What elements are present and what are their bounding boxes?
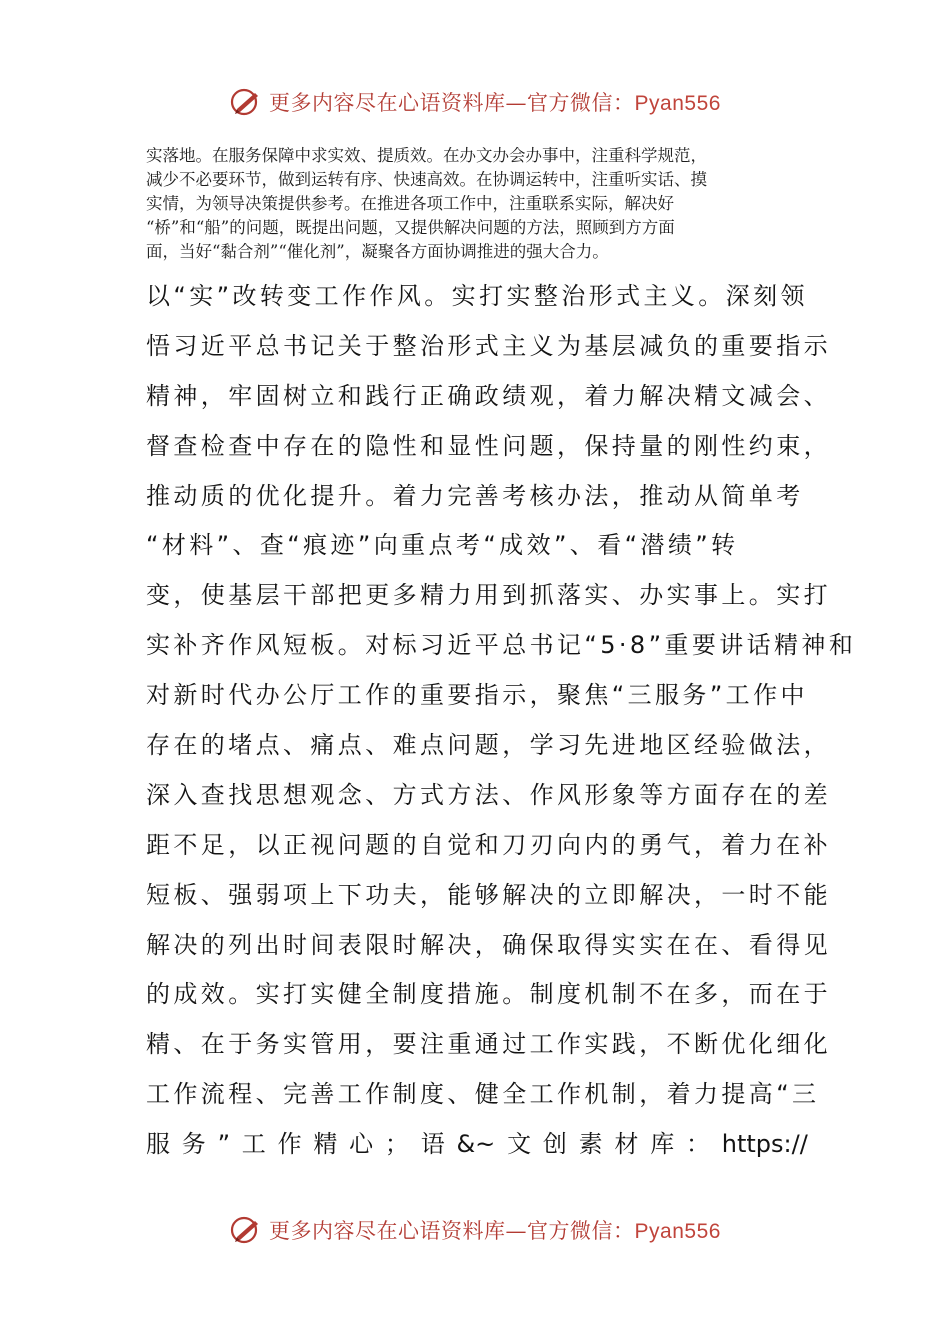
last-line-token: 素 [578,1130,603,1159]
body-line: 精神，牢固树立和践行正确政绩观，着力解决精文减会、 [146,381,831,410]
last-line-token: 精 [313,1130,338,1159]
brand-text-wechat-id: Pyan556 [634,1220,721,1243]
body-line: 的成效。实打实健全制度措施。制度机制不在多，而在于 [146,980,831,1009]
last-line-token: 材 [614,1130,639,1159]
last-line-token: 文 [507,1130,532,1159]
header-banner [0,82,950,122]
small-paragraph [146,144,806,264]
body-line: 实补齐作风短板。对标习近平总书记“5·8”重要讲话精神和 [146,631,857,660]
last-line-token: 创 [542,1130,567,1159]
last-line-token: 工 [241,1130,266,1159]
body-line: 解决的列出时间表限时解决，确保取得实实在在、看得见 [146,930,831,959]
body-line: 推动质的优化提升。着力完善考核办法，推动从简单考 [146,481,804,510]
last-line-token: 语 [420,1130,445,1159]
brand-text-cn: 更多内容尽在心语资料库—官方微信： [269,1219,635,1243]
brand-text [269,87,721,117]
small-paragraph-line: 实落地。在服务保障中求实效、提质效。在办文办会办事中，注重科学规范， [146,146,707,165]
brand-text-wechat-id: Pyan556 [634,92,721,115]
last-line-token: 务 [181,1130,206,1159]
last-line-token: ” [217,1130,230,1159]
small-paragraph-line: 实情，为领导决策提供参考。在推进各项工作中，注重联系实际，解决好 [146,194,674,213]
pen-logo-icon [229,1213,263,1247]
body-line: 变，使基层干部把更多精力用到抓落实、办实事上。实打 [146,581,831,610]
brand-text [269,1215,721,1245]
last-line-url[interactable]: https:// [721,1130,808,1159]
small-paragraph-line: 面，当好“黏合剂”“催化剂”，凝聚各方面协调推进的强大合力。 [146,242,609,261]
last-line-token: &~ [456,1130,496,1159]
small-paragraph-line: “桥”和“船”的问题，既提出问题，又提供解决问题的方法，照顾到方方面 [146,218,675,237]
last-line-token: ： [685,1130,710,1159]
pen-logo-icon [229,85,263,119]
body-line: 短板、强弱项上下功夫，能够解决的立即解决，一时不能 [146,880,831,909]
body-line: 对新时代办公厅工作的重要指示，聚焦“三服务”工作中 [146,681,808,710]
last-line-token: 作 [277,1130,302,1159]
last-line-token: 心 [349,1130,374,1159]
body-line: 精、在于务实管用，要注重通过工作实践，不断优化细化 [146,1030,831,1059]
body-line: 工作流程、完善工作制度、健全工作机制，着力提高“三 [146,1080,820,1109]
footer-banner [0,1210,950,1250]
brand-text-cn: 更多内容尽在心语资料库—官方微信： [269,91,635,115]
last-line-token: 服 [146,1130,170,1159]
body-line: 以“实”改转变工作作风。实打实整治形式主义。深刻领 [146,282,808,310]
body-line: “材料”、查“痕迹”向重点考“成效”、看“潜绩”转 [146,531,739,560]
body-line-last [146,1120,808,1170]
body-line: 距不足，以正视问题的自觉和刀刃向内的勇气，着力在补 [146,830,831,859]
body-line: 存在的堵点、痛点、难点问题，学习先进地区经验做法， [146,731,831,760]
body-line: 悟习近平总书记关于整治形式主义为基层减负的重要指示 [146,331,831,360]
small-paragraph-line: 减少不必要环节，做到运转有序、快速高效。在协调运转中，注重听实话、摸 [146,170,707,189]
main-paragraph [146,272,857,1170]
last-line-token: ； [384,1130,409,1159]
body-line: 督查检查中存在的隐性和显性问题，保持量的刚性约束， [146,431,831,460]
last-line-token: 库 [650,1130,675,1159]
body-line: 深入查找思想观念、方式方法、作风形象等方面存在的差 [146,780,831,809]
